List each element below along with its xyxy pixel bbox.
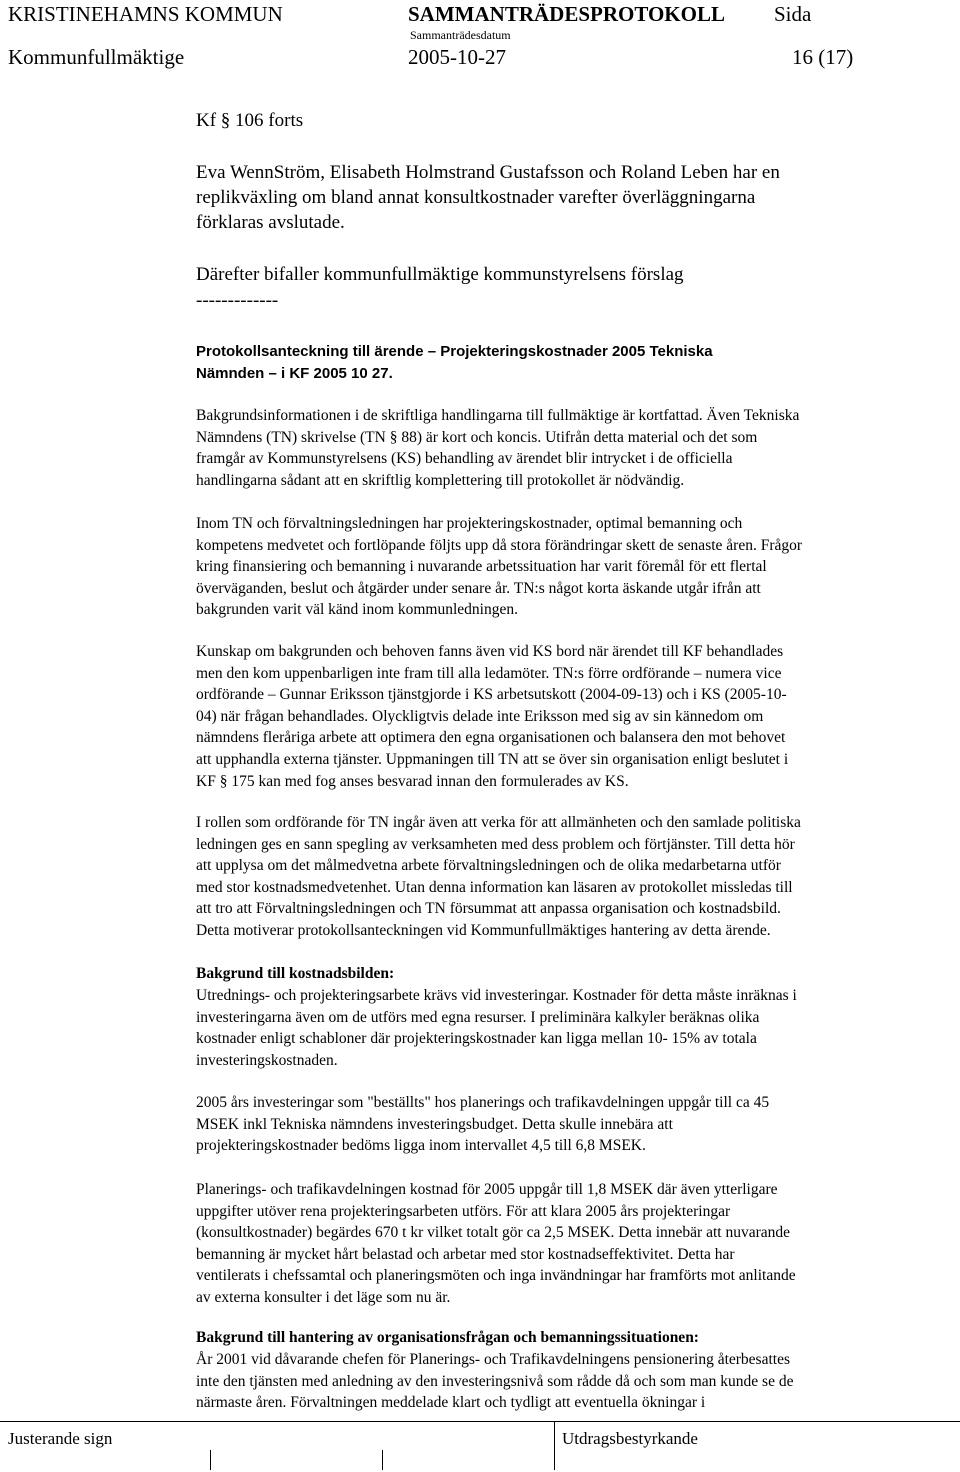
annotation-title-line: Protokollsanteckning till ärende – Projekteringskostnader 2005 Tekniska [196,343,713,360]
signature-box-divider [554,1422,555,1470]
text-line: bakgrunden varit väl känd inom kommunledningen. [196,601,518,619]
utdragsbestyrkande-label: Utdragsbestyrkande [562,1429,698,1448]
page-label: Sida [774,2,812,26]
meeting-date: 2005-10-27 [408,45,506,69]
text-line: Bakgrundsinformationen i de skriftliga handlingarna till fullmäktige är kortfattad. Även Tekniska [196,407,800,424]
intro-line: Eva WennStröm, Elisabeth Holmstrand Gustafsson och Roland Leben har en [196,162,780,183]
paragraph [196,1349,936,1414]
meeting-body: Kommunfullmäktige [8,45,185,69]
text-line: investeringarna även om de utförs med egna resurser. I preliminära kalkyler beräknas olika [196,1008,760,1026]
text-line: kompetens medvetet och fortlöpande följts upp då stora förändringar skett de senaste åren. Frågor [196,536,803,554]
text-line: men den kom uppenbarligen inte fram till alla ledamöter. TN:s förre ordförande – numera vice [196,664,782,682]
text-line: ordförande – Gunnar Eriksson tjänstgjorde i KS arbetsutskott (2004-09-13) och i KS (2005-10- [196,686,787,704]
paragraph [196,812,936,942]
page-number: 16 (17) [792,45,854,69]
text-line: uppgifter utöver rena projekteringsarbeten utförs. För att klara 2005 års projekteringar [196,1202,731,1220]
text-line: Inom TN och förvaltningsledningen har projekteringskostnader, optimal bemanning och [196,515,743,532]
date-label: Sammanträdesdatum [410,28,511,42]
text-line: nämndens fleråriga arbete att optimera den egna organisationen och balansera den mot behovet [196,729,786,747]
text-line: att upplysa om det målmedvetna arbete förvaltningsledningen och de olika medarbetarna utför [196,857,781,875]
separator: ------------- [196,290,279,311]
text-line: bemanning är mycket hårt belastad och arbetar med stor kostnadseffektivitet. Detta har [196,1245,735,1263]
text-line: kostnader enligt schabloner där projekteringskostnader kan ligga mellan 10- 15% av totala [196,1030,757,1048]
text-line: inte den tjänsten med anledning av den investeringsnivå som rådde då och som man kunde se de [196,1372,794,1390]
text-line: Planerings- och trafikavdelningen kostnad för 2005 uppgår till 1,8 MSEK där även ytterligare [196,1181,778,1198]
paragraph [196,1092,936,1157]
justerande-sign-label: Justerande sign [8,1429,113,1448]
paragraph [196,985,936,1071]
text-line: projekteringskostnader bedöms ligga inom intervallet 4,5 till 6,8 MSEK. [196,1137,646,1155]
text-line: investeringskostnaden. [196,1051,338,1069]
text-line: Detta motiverar protokollsanteckningen vid Kommunfullmäktiges hantering av detta ärende. [196,921,771,939]
decision-text: Därefter bifaller kommunfullmäktige kommunstyrelsens förslag [196,264,684,285]
org-name: KRISTINEHAMNS KOMMUN [8,2,283,26]
intro-text [196,160,936,235]
text-line: I rollen som ordförande för TN ingår även att verka för att allmänheten och den samlade politiska [196,814,801,831]
text-line: Kunskap om bakgrunden och behoven fanns även vid KS bord när ärendet till KF behandlades [196,643,784,660]
text-line: handlingarna sådant att en skriftlig komplettering till protokollet är nödvändig. [196,471,685,489]
intro-line: förklaras avslutade. [196,212,345,233]
text-line: År 2001 vid dåvarande chefen för Planerings- och Trafikavdelningens pensionering återbesattes [196,1351,790,1368]
text-line: närmaste åren. Förvaltningen meddelade klart och tydligt att eventuella ökningar i [196,1394,706,1412]
section-heading: Bakgrund till hantering av organisationsfrågan och bemanningssituationen: [196,1329,699,1346]
section-heading: Bakgrund till kostnadsbilden: [196,965,395,982]
text-line: att tro att Förvaltningsledningen och TN försummat att anpassa organisation och kostnadsbild. [196,900,781,918]
text-line: kring finansiering och bemanning i nuvarande arbetssituation har varit föremål för ett flertal [196,558,767,576]
paragraph [196,513,936,621]
section-ref: Kf § 106 forts [196,110,304,131]
text-line: (konsultkostnader) begärdes 670 t kr vilket totalt gör ca 2,5 MSEK. Detta innebär att nuvarande [196,1224,791,1242]
signature-box-divider [382,1450,383,1470]
text-line: MSEK inkl Tekniska nämndens investeringsbudget. Detta skulle innebära att [196,1115,673,1133]
text-line: med stor kostnadsmedvetenhet. Utan denna information kan läsaren av protokollet missledas till [196,878,793,896]
footer-rule [0,1421,960,1422]
text-line: av externa konsulter i det läge som nu är. [196,1288,451,1306]
text-line: att upphandla externa tjänster. Uppmaningen till TN att se över sin organisation enligt beslutet i [196,750,789,768]
text-line: 04) när frågan behandlades. Olyckligtvis delade inte Eriksson med sig av sin kännedom om [196,707,764,725]
text-line: överväganden, beslut och åtgärder under senare år. TN:s något korta äskande utgår ifrån att [196,579,761,597]
intro-line: replikväxling om bland annat konsultkostnader varefter överläggningarna [196,187,756,208]
annotation-title [196,341,936,385]
paragraph [196,405,936,491]
doc-type: SAMMANTRÄDESPROTOKOLL [408,2,725,26]
paragraph [196,641,936,792]
paragraph [196,1179,936,1309]
text-line: ledningen ges en sann spegling av verksamheten med dess problem och förtjänster. Till detta hör [196,835,795,853]
annotation-title-line: Nämnden – i KF 2005 10 27. [196,365,393,382]
text-line: framgår av Kommunstyrelsens (KS) behandling av ärendet blir intrycket i de officiella [196,450,733,468]
text-line: KF § 175 kan med fog anses besvarad innan den formulerades av KS. [196,772,629,790]
text-line: Nämndens (TN) skrivelse (TN § 88) är kort och koncis. Utifrån detta material och det som [196,428,758,446]
text-line: ventilerats i chefssamtal och planeringsmöten och inga invändningar har framförts mot anlitande [196,1267,796,1285]
text-line: 2005 års investeringar som "beställts" hos planerings och trafikavdelningen uppgår till ca 45 [196,1094,770,1111]
text-line: Utrednings- och projekteringsarbete krävs vid investeringar. Kostnader för detta måste inräknas i [196,987,797,1004]
signature-box-divider [210,1450,211,1470]
